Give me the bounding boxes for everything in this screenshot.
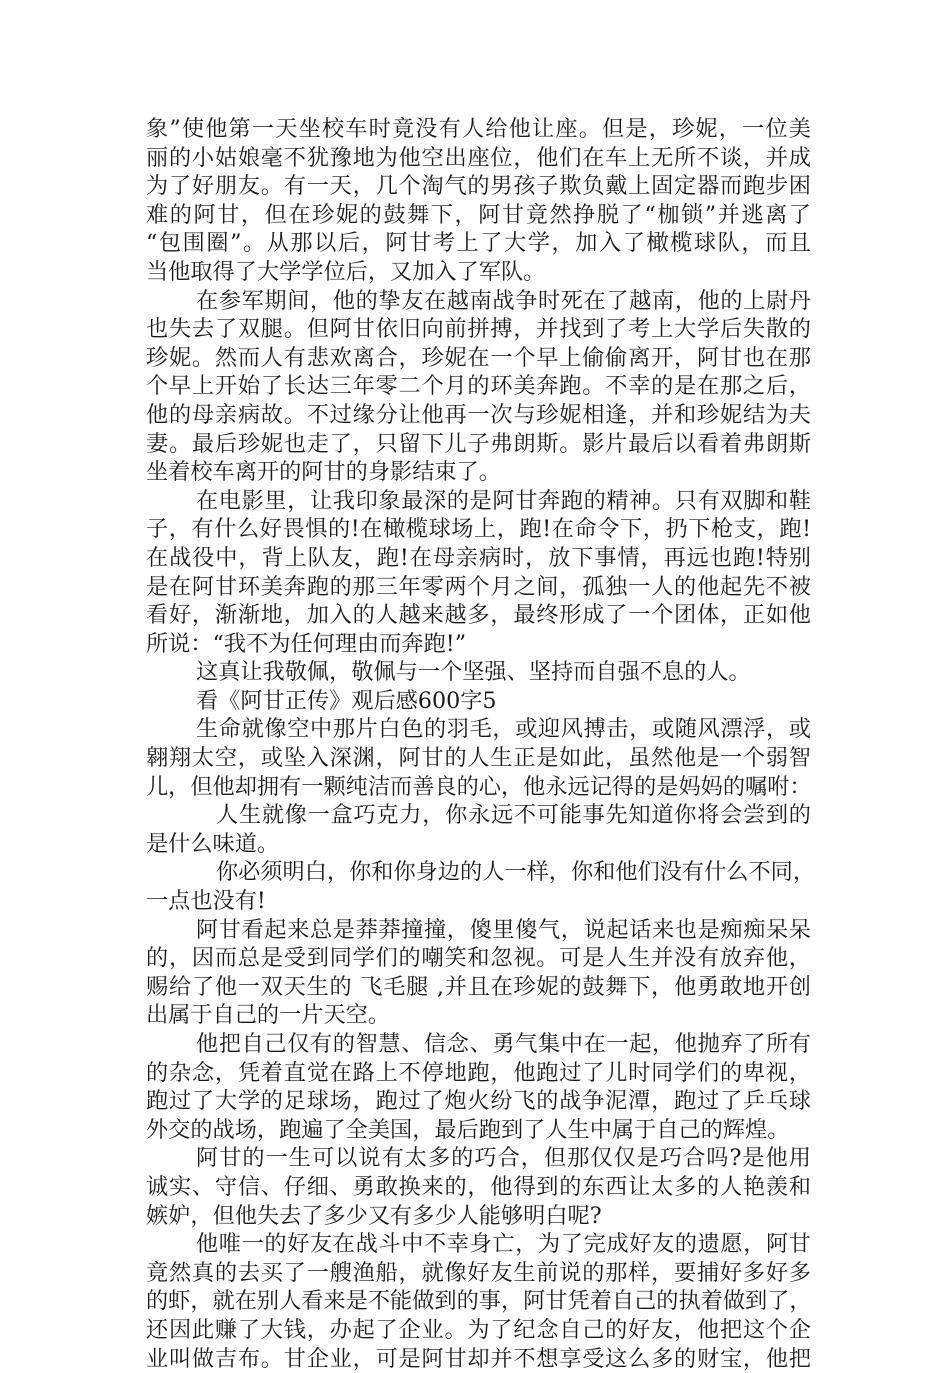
text-line: 出属于自己的一片天空。 xyxy=(146,1002,391,1029)
text-line: 在参军期间，他的挚友在越南战争时死在了越南，他的上尉丹 xyxy=(196,287,811,314)
text-line: 是什么味道。 xyxy=(146,830,280,857)
paragraph xyxy=(146,287,811,487)
text-line: 人生就像一盒巧克力，你永远不可能事先知道你将会尝到的 xyxy=(216,802,811,829)
document-page xyxy=(146,115,816,1373)
text-line: 生命就像空中那片白色的羽毛，或迎风搏击，或随风漂浮，或 xyxy=(196,716,811,743)
text-line: 难的阿甘，但在珍妮的鼓舞下，阿甘竟然挣脱了“枷锁”并逃离了 xyxy=(146,201,811,228)
text-line: 子，有什么好畏惧的!在橄榄球场上，跑!在命令下，扔下枪支，跑! xyxy=(146,516,811,543)
paragraph xyxy=(146,1144,811,1230)
paragraph xyxy=(146,916,811,1030)
text-line: 为了好朋友。有一天，几个淘气的男孩子欺负戴上固定器而跑步困 xyxy=(146,173,811,200)
paragraph xyxy=(146,801,811,858)
text-line: 一点也没有! xyxy=(146,888,266,915)
text-line: 的，因而总是受到同学们的嘲笑和忽视。可是人生并没有放弃他， xyxy=(146,945,811,972)
text-line: 是在阿甘环美奔跑的那三年零两个月之间，孤独一人的他起先不被 xyxy=(146,573,811,600)
text-line: 妻。最后珍妮也走了，只留下儿子弗朗斯。影片最后以看着弗朗斯 xyxy=(146,430,811,457)
text-line: 赐给了他一双天生的 飞毛腿 ,并且在珍妮的鼓舞下，他勇敢地开创 xyxy=(146,973,811,1000)
text-line: 你必须明白，你和你身边的人一样，你和他们没有什么不同， xyxy=(216,859,816,886)
text-line: 的杂念，凭着直觉在路上不停地跑，他跑过了儿时同学们的卑视， xyxy=(146,1059,811,1086)
text-line: 在电影里，让我印象最深的是阿甘奔跑的精神。只有双脚和鞋 xyxy=(196,487,811,514)
text-line: 这真让我敬佩，敬佩与一个坚强、坚持而自强不息的人。 xyxy=(196,659,751,686)
text-line: 外交的战场，跑遍了全美国，最后跑到了人生中属于自己的辉煌。 xyxy=(146,1116,790,1143)
text-line: “包围圈”。从那以后，阿甘考上了大学，加入了橄榄球队，而且 xyxy=(146,230,811,257)
paragraph xyxy=(146,115,811,287)
text-line: 阿甘的一生可以说有太多的巧合，但那仅仅是巧合吗?是他用 xyxy=(196,1145,811,1172)
text-line: 丽的小姑娘毫不犹豫地为他空出座位，他们在车上无所不谈，并成 xyxy=(146,144,811,171)
text-line: 所说：“我不为任何理由而奔跑!” xyxy=(146,630,467,657)
text-line: 嫉妒，但他失去了多少又有多少人能够明白呢? xyxy=(146,1202,602,1229)
text-line: 跑过了大学的足球场，跑过了炮火纷飞的战争泥潭，跑过了乒乓球 xyxy=(146,1088,811,1115)
text-line: 竟然真的去买了一艘渔船，就像好友生前说的那样，要捕好多好多 xyxy=(146,1259,811,1286)
text-line: 翱翔太空，或坠入深渊，阿甘的人生正是如此，虽然他是一个弱智 xyxy=(146,745,811,772)
paragraph xyxy=(146,858,816,915)
text-line: 他把自己仅有的智慧、信念、勇气集中在一起，他抛弃了所有 xyxy=(196,1031,811,1057)
paragraph xyxy=(146,1030,811,1144)
text-line: 儿，但他却拥有一颗纯洁而善良的心，他永远记得的是妈妈的嘱咐： xyxy=(146,773,812,800)
paragraph xyxy=(146,715,811,801)
text-line: 的虾，就在别人看来是不能做到的事，阿甘凭着自己的执着做到了， xyxy=(146,1288,812,1315)
text-line: 诚实、守信、仔细、勇敢换来的，他得到的东西让太多的人艳羡和 xyxy=(146,1173,811,1200)
text-line: 还因此赚了大钱，办起了企业。为了纪念自己的好友，他把这个企 xyxy=(146,1316,811,1343)
text-line: 也失去了双腿。但阿甘依旧向前拼搏，并找到了考上大学后失散的 xyxy=(146,316,811,343)
text-line: 坐着校车离开的阿甘的身影结束了。 xyxy=(146,459,501,486)
text-line: 看好，渐渐地，加入的人越来越多，最终形成了一个团体，正如他 xyxy=(146,602,811,629)
section-heading xyxy=(146,687,811,716)
text-line: 象”使他第一天坐校车时竟没有人给他让座。但是，珍妮，一位美 xyxy=(146,116,811,142)
text-line: 当他取得了大学学位后，又加入了军队。 xyxy=(146,258,546,285)
text-line: 阿甘看起来总是莽莽撞撞，傻里傻气，说起话来也是痴痴呆呆 xyxy=(196,916,811,943)
text-line: 在战役中，背上队友，跑!在母亲病时，放下事情，再远也跑!特别 xyxy=(146,544,811,571)
text-line: 个早上开始了长达三年零二个月的环美奔跑。不幸的是在那之后， xyxy=(146,373,811,400)
heading-line: 看《阿甘正传》观后感600字5 xyxy=(196,687,497,714)
paragraph xyxy=(146,658,811,687)
text-line: 他的母亲病故。不过缘分让他再一次与珍妮相逢，并和珍妮结为夫 xyxy=(146,401,811,428)
text-line: 珍妮。然而人有悲欢离合，珍妮在一个早上偷偷离开，阿甘也在那 xyxy=(146,344,811,371)
text-line: 他唯一的好友在战斗中不幸身亡，为了完成好友的遗愿，阿甘 xyxy=(196,1231,811,1258)
paragraph xyxy=(146,487,811,659)
text-line: 业叫做吉布。甘企业，可是阿甘却并不想享受这么多的财宝，他把 xyxy=(146,1345,811,1372)
paragraph xyxy=(146,1230,811,1373)
